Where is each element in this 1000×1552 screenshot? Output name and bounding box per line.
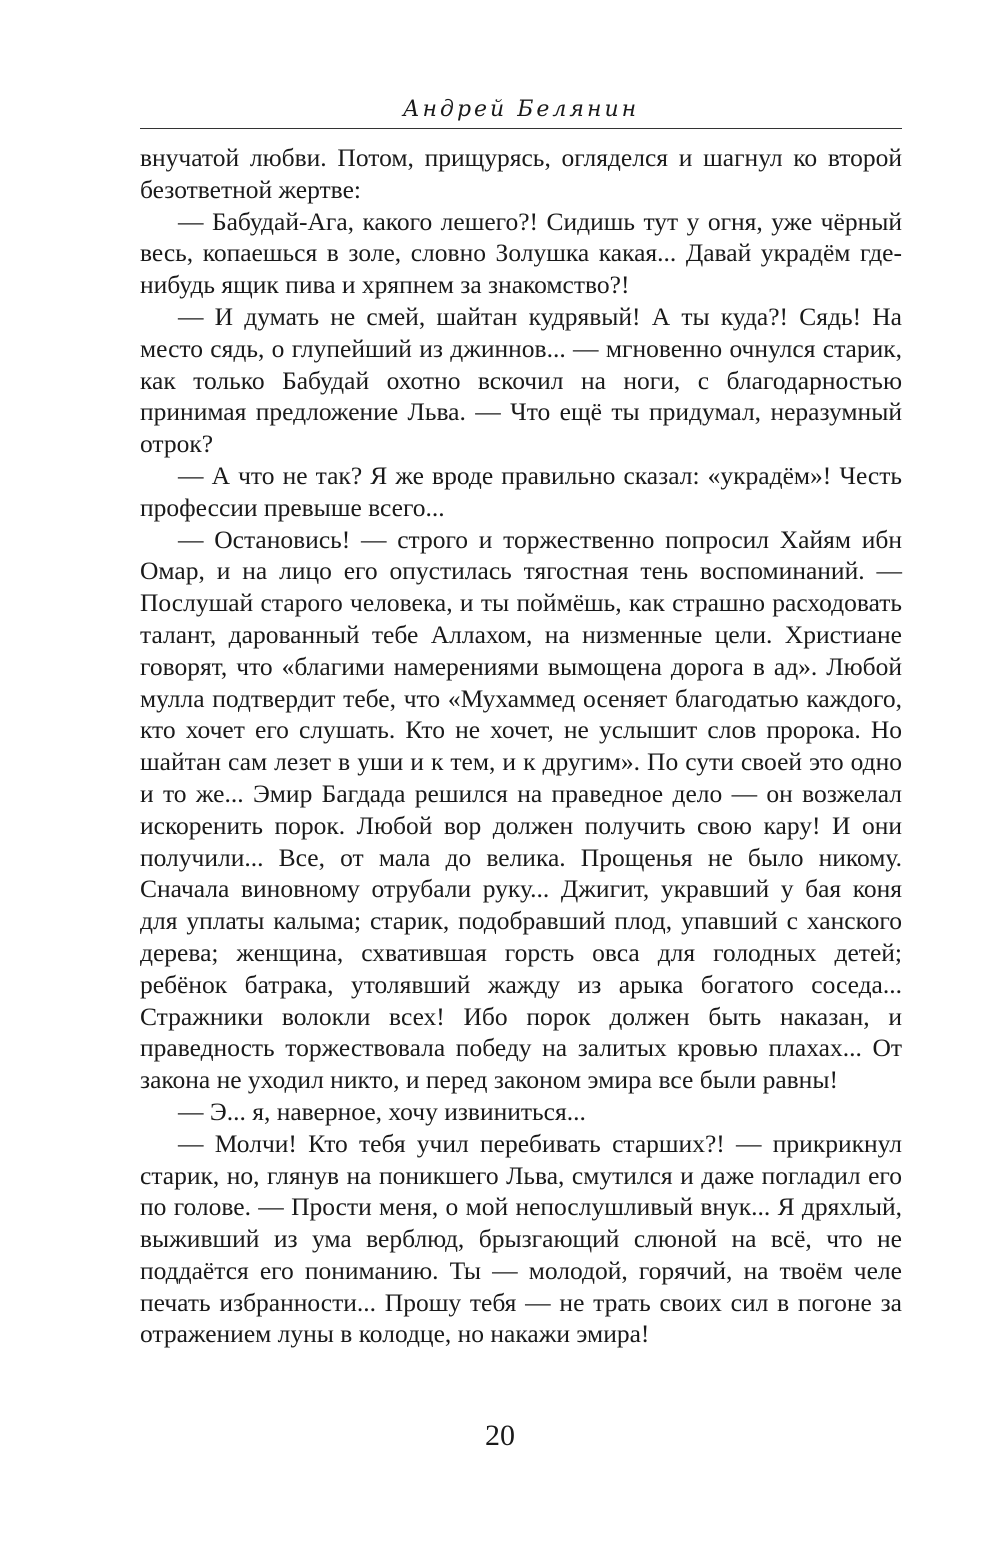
paragraph: — Бабудай-Ага, какого лешего?! Сидишь тут у огня, уже чёрный весь, копаешься в золе, словно Золушка какая... Давай украдём где-нибудь ящик пива и хряпнем за знакомство?! — [140, 206, 902, 300]
paragraph: — И думать не смей, шайтан кудрявый! А ты куда?! Сядь! На место сядь, о глупейший из джиннов... — мгновенно очнулся старик, как только Бабудай охотно вскочил на ноги, с благодарностью принимая предложение Льва. — Что ещё ты придумал, неразумный отрок? — [140, 301, 902, 459]
paragraph: — А что не так? Я же вроде правильно сказал: «украдём»! Честь профессии превыше всего... — [140, 460, 902, 522]
paragraph: — Остановись! — строго и торжественно попросил Хайям ибн Омар, и на лицо его опустилась тягостная тень воспоминаний. — Послушай старого человека, и ты поймёшь, как страшно расходовать талант, дарованный тебе Аллахом, на низменные цели. Христиане говорят, что «благими намерениями вымощена дорога в ад». Любой мулла подтвердит тебе, что «Мухаммед осеняет благодатью каждого, кто хочет его слушать. Кто не хочет, не услышит слов пророка. Но шайтан сам лезет в уши и к тем, и к другим». По сути своей это одно и то же... Эмир Багдада решился на праведное дело — он возжелал искоренить порок. Любой вор должен получить свою кару! И они получили... Все, от мала до велика. Прощенья не было никому. Сначала виновному отрубали руку... Джигит, укравший у бая коня для уплаты калыма; старик, подобравший плод, упавший с ханского дерева; женщина, схватившая горсть овса для голодных детей; ребёнок батрака, утолявший жажду из арыка богатого соседа... Стражники волокли всех! Ибо порок должен быть наказан, и праведность торжествовала победу на залитых кровью плахах... От закона не уходил никто, и перед законом эмира все были равны! — [140, 524, 902, 1095]
page-number: 20 — [485, 1419, 515, 1452]
paragraph: — Э... я, наверное, хочу извиниться... — [178, 1096, 586, 1126]
paragraph: — Молчи! Кто тебя учил перебивать старших?! — прикрикнул старик, но, глянув на поникшего Льва, смутился и даже погладил его по голове. — Прости меня, о мой непослушливый внук... Я дряхлый, выживший из ума верблюд, брызгающий слюной на всё, что не поддаётся его пониманию. Ты — молодой, горячий, на твоём челе печать избранности... Прошу тебя — не трать своих сил в погоне за отражением луны в колодце, но накажи эмира! — [140, 1128, 902, 1349]
paragraph: внучатой любви. Потом, прищурясь, огляделся и шагнул ко второй безответной жертве: — [140, 143, 902, 204]
running-header — [140, 96, 902, 129]
body-text — [140, 142, 902, 1350]
author-name: Андрей Белянин — [402, 97, 640, 122]
